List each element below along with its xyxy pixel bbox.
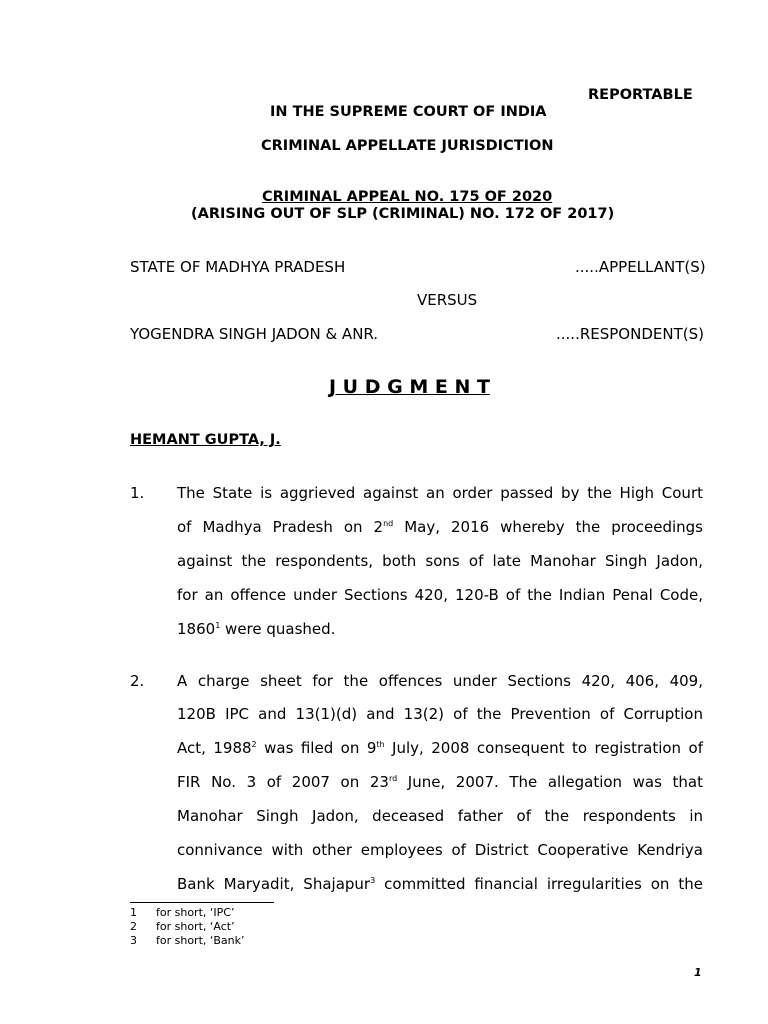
paragraph-line: [177, 875, 703, 893]
line-text: were quashed.: [220, 620, 336, 638]
footnote-ref: 3: [370, 876, 376, 885]
footnote-separator: [130, 902, 274, 903]
paragraph-line: [177, 586, 703, 604]
court-title: IN THE SUPREME COURT OF INDIA: [270, 104, 547, 120]
line-text: June, 2007. The allegation was that: [397, 773, 703, 791]
paragraph-number: 2.: [130, 672, 145, 690]
appeal-number: CRIMINAL APPEAL NO. 175 OF 2020: [262, 189, 553, 205]
paragraph-line: [177, 705, 703, 723]
paragraph-line: [177, 773, 703, 791]
paragraph-line: [177, 484, 703, 502]
appellant-name: STATE OF MADHYA PRADESH: [130, 258, 346, 276]
paragraph-line: [177, 518, 703, 536]
paragraph-line: [177, 552, 703, 570]
footnote-text: for short, ‘Act’: [156, 920, 235, 933]
line-text: Bank Maryadit, Shajapur: [177, 875, 371, 893]
line-text: of Madhya Pradesh on 2: [177, 518, 384, 536]
paragraph-line: [177, 620, 703, 638]
versus-label: VERSUS: [417, 291, 478, 309]
page-number: 1: [694, 966, 702, 979]
line-text: Act, 1988: [177, 739, 252, 757]
line-text: May, 2016 whereby the proceedings: [393, 518, 704, 536]
line-text: against the respondents, both sons of late Manohar Singh Jadon,: [177, 552, 703, 570]
footnote-number: 1: [130, 906, 137, 919]
line-text: July, 2008 consequent to registration of: [384, 739, 703, 757]
footnote-3: [130, 934, 245, 947]
paragraph-number: 1.: [130, 484, 145, 502]
respondent-label: .....RESPONDENT(S): [556, 325, 704, 343]
jurisdiction-title: CRIMINAL APPELLATE JURISDICTION: [261, 138, 554, 154]
ordinal-superscript: rd: [388, 774, 398, 783]
line-text: 1860: [177, 620, 216, 638]
line-text: was filed on 9: [256, 739, 377, 757]
footnote-text: for short, ‘Bank’: [156, 934, 245, 947]
footnote-2: [130, 920, 235, 933]
footnote-ref: 2: [251, 740, 257, 749]
line-text: for an offence under Sections 420, 120-B of the Indian Penal Code,: [177, 586, 703, 604]
line-text: The State is aggrieved against an order passed by the High Court: [177, 484, 703, 502]
judge-name: HEMANT GUPTA, J.: [130, 432, 281, 448]
line-text: FIR No. 3 of 2007 on 23: [177, 773, 389, 791]
paragraph-line: [177, 672, 703, 690]
footnote-number: 2: [130, 920, 137, 933]
line-text: A charge sheet for the offences under Sections 420, 406, 409,: [177, 672, 703, 690]
appellant-label: .....APPELLANT(S): [575, 258, 706, 276]
line-text: 120B IPC and 13(1)(d) and 13(2) of the Prevention of Corruption: [177, 705, 703, 723]
paragraph-line: [177, 841, 703, 859]
footnote-number: 3: [130, 934, 137, 947]
footnote-ref: 1: [215, 621, 221, 630]
reportable-label: REPORTABLE: [588, 87, 693, 103]
judgment-heading: J U D G M E N T: [329, 376, 490, 398]
footnote-text: for short, ‘IPC’: [156, 906, 235, 919]
arising-out-of: (ARISING OUT OF SLP (CRIMINAL) NO. 172 OF 2017): [191, 206, 615, 222]
line-text: connivance with other employees of District Cooperative Kendriya: [177, 841, 703, 859]
line-text: Manohar Singh Jadon, deceased father of the respondents in: [177, 807, 703, 825]
ordinal-superscript: nd: [383, 519, 394, 528]
paragraph-line: [177, 807, 703, 825]
ordinal-superscript: th: [376, 740, 385, 749]
respondent-name: YOGENDRA SINGH JADON & ANR.: [130, 325, 379, 343]
line-text: committed financial irregularities on the: [375, 875, 703, 893]
paragraph-line: [177, 739, 703, 757]
footnote-1: [130, 906, 234, 919]
